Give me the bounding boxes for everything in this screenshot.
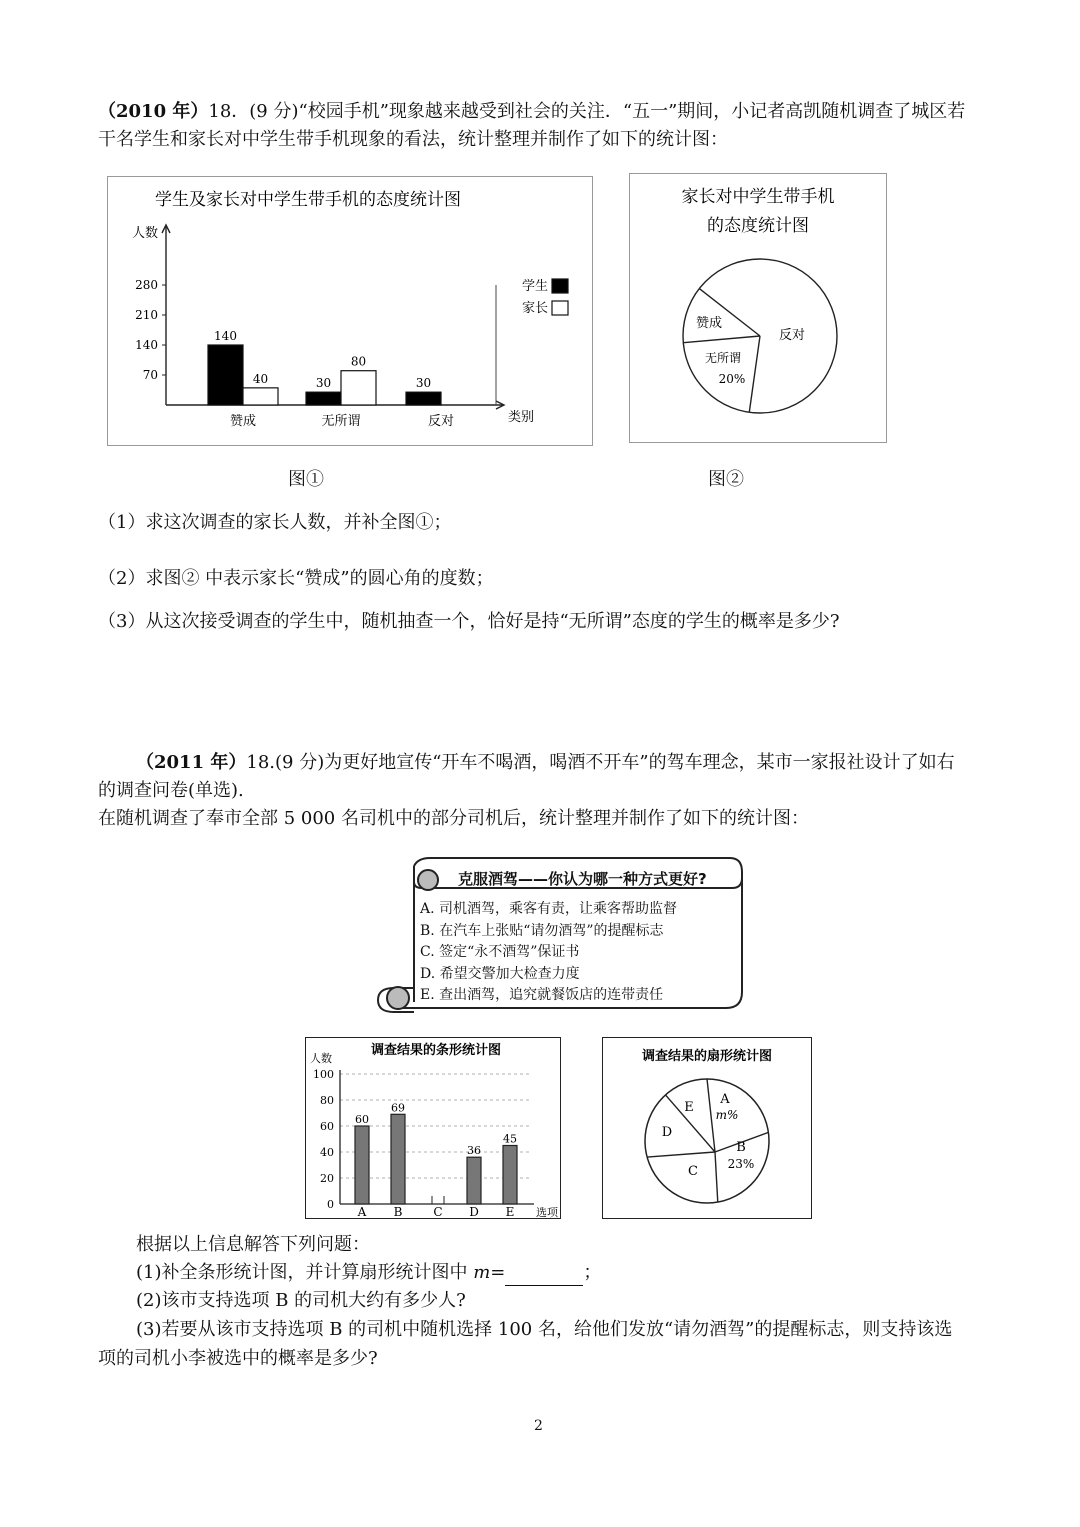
figure-3-bar-chart [305,1037,561,1219]
problem-2011-year: （2011 年） [136,752,247,773]
problem-2011-q3-line1: (3)若要从该市支持选项 B 的司机中随机选择 100 名，给他们发放“请勿酒驾”的提醒标志，则支持该选 [136,1319,953,1340]
problem-2010-text1: 18．(9 分)“校园手机”现象越来越受到社会的关注．“五一”期间，小记者高凯随机调查了城区若 [208,101,966,122]
chart2-title-line2: 的态度统计图 [707,216,809,236]
chart2-title-line1: 家长对中学生带手机 [681,187,835,207]
chart4-slice-label: B [736,1140,746,1155]
chart1-bar [341,371,376,405]
chart2-slice-value: 20% [718,372,746,386]
questionnaire-option-a: A. 司机酒驾，乘客有责，让乘客帮助监督 [420,901,678,917]
chart1-ytick-label: 70 [142,368,158,382]
chart1-ytick-label: 280 [135,278,158,292]
chart3-ytick-label: 100 [313,1068,334,1081]
chart3-ytick-label: 80 [320,1094,334,1107]
chart2-slice-boundary [749,336,760,412]
chart3-category-label: E [505,1205,515,1218]
problem-2011-q1-var: m= [473,1262,506,1283]
chart1-bar-label: 140 [214,329,237,343]
chart1-legend-swatch [552,279,568,293]
chart3-svg [306,1038,560,1218]
problem-2010-q1: （1）求这次调查的家长人数，并补全图①； [98,512,452,533]
problem-2010-line1 [98,99,965,125]
chart3-bar [503,1146,517,1205]
figure-1-caption: 图① [288,469,324,490]
problem-2011-line2: 的调查问卷(单选). [98,780,244,801]
questionnaire-option-b: B. 在汽车上张贴“请勿酒驾”的提醒标志 [420,922,664,939]
chart3-ytick-label: 20 [320,1172,334,1185]
questionnaire-option-e: E. 查出酒驾，追究就餐饭店的连带责任 [420,987,664,1003]
problem-2011-line1 [136,750,955,776]
chart2-svg [630,174,886,442]
questionnaire-option-c: C. 签定“永不酒驾”保证书 [420,944,580,960]
chart1-xlabel: 类别 [508,410,535,425]
chart1-legend-swatch [552,301,568,315]
chart2-slice-label: 无所谓 [704,351,742,365]
problem-2011-q1-suffix: ； [583,1262,602,1283]
chart3-bar-label: 69 [391,1101,405,1115]
chart4-svg [603,1038,811,1218]
chart3-ytick-label: 60 [320,1120,334,1133]
chart3-bar-label: 60 [355,1113,369,1126]
problem-2010-q3: （3）从这次接受调查的学生中，随机抽查一个，恰好是持“无所谓”态度的学生的概率是多少? [98,611,840,632]
chart4-slice-boundary [707,1079,715,1152]
chart3-bar [467,1157,481,1204]
chart1-legend-label: 学生 [521,279,548,294]
problem-2011-q2: (2)该市支持选项 B 的司机大约有多少人? [136,1290,466,1311]
chart1-category-label: 反对 [427,414,455,429]
chart4-slice-label: E [684,1100,694,1115]
chart1-bar [243,388,278,405]
chart4-slice-label: C [688,1164,698,1179]
chart3-ytick-label: 0 [327,1198,334,1211]
chart4-title: 调查结果的扇形统计图 [641,1049,773,1064]
page-number: 2 [534,1418,543,1434]
figure-2-pie-chart [629,173,887,443]
chart3-bar-label: 45 [503,1132,517,1146]
chart4-pie-circle [645,1079,769,1203]
problem-2011-q1-prefix: (1)补全条形统计图，并计算扇形统计图中 [136,1262,474,1283]
chart3-bar [355,1126,369,1204]
chart4-slice-boundary [647,1152,715,1157]
chart3-category-label: A [357,1205,367,1218]
questionnaire-options [420,899,677,1007]
problem-2011-q3-line2: 项的司机小李被选中的概率是多少? [98,1348,378,1369]
scroll-roll-bottom-icon [387,987,409,1009]
problem-2010-year: （2010 年） [98,101,209,122]
chart3-bar-label: 36 [467,1144,481,1158]
figure-4-pie-chart [602,1037,812,1219]
problem-2010-line2: 干名学生和家长对中学生带手机现象的看法，统计整理并制作了如下的统计图： [98,129,728,150]
chart3-category-label: D [469,1205,479,1218]
chart1-svg [108,177,592,445]
figure-1-bar-chart [107,176,593,446]
problem-2011-q1 [136,1260,601,1286]
questionnaire-option-d: D. 希望交警加大检查力度 [420,965,580,982]
chart3-title: 调查结果的条形统计图 [370,1043,502,1058]
chart1-ytick-label: 140 [135,338,158,352]
chart1-bar-label: 30 [415,376,432,391]
chart4-slice-label: D [661,1125,673,1140]
questionnaire-scroll [370,852,750,1020]
chart1-bar [208,345,243,405]
problem-2011-text1: 18.(9 分)为更好地宣传“开车不喝酒，喝酒不开车”的驾车理念，某市一家报社设计了如右 [246,752,955,773]
chart1-category-label: 赞成 [229,414,257,429]
chart1-bar [406,392,441,405]
figure-2-caption: 图② [708,469,744,490]
chart2-slice-label: 反对 [778,328,806,343]
chart2-slice-boundary [683,336,760,343]
questionnaire-title: 克服酒驾——你认为哪一种方式更好? [458,870,707,888]
chart1-bar-label: 30 [315,376,332,391]
problem-2011-intro: 根据以上信息解答下列问题： [136,1234,370,1255]
problem-2010-q2: （2）求图② 中表示家长“赞成”的圆心角的度数； [98,568,494,589]
chart1-ytick-label: 210 [135,308,158,322]
chart3-xlabel: 选项 [536,1206,558,1218]
chart1-bar [306,392,341,405]
chart1-bar-label: 80 [350,354,367,369]
chart4-slice-value: 23% [727,1157,755,1171]
chart3-category-label: C [433,1205,443,1218]
chart3-ylabel: 人数 [310,1052,332,1065]
chart1-ylabel: 人数 [132,226,159,241]
chart1-bar-label: 40 [252,371,269,386]
chart3-bar [391,1114,405,1204]
chart4-slice-value: m% [715,1108,739,1122]
chart2-slice-label: 赞成 [695,316,723,331]
answer-blank [505,1265,583,1286]
problem-2011-line3: 在随机调查了奉市全部 5 000 名司机中的部分司机后，统计整理并制作了如下的统计图： [98,808,809,829]
chart1-title: 学生及家长对中学生带手机的态度统计图 [155,190,461,210]
chart1-category-label: 无所谓 [321,414,361,429]
chart4-slice-boundary [715,1152,718,1202]
chart1-legend-label: 家长 [521,301,548,316]
chart4-slice-label: A [720,1092,730,1107]
chart3-ytick-label: 40 [320,1146,334,1159]
scroll-roll-top-icon [418,870,438,890]
chart3-category-label: B [393,1205,403,1218]
